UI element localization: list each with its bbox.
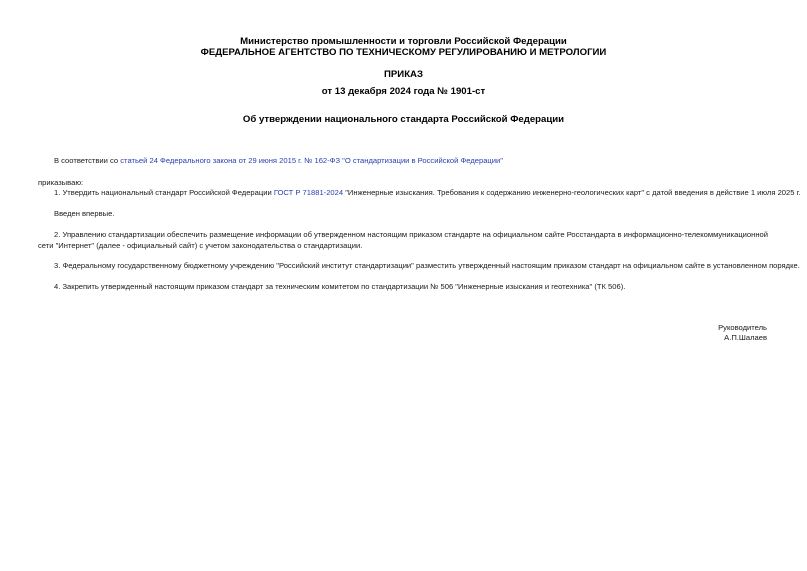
- intro-note: Введен впервые.: [54, 209, 115, 218]
- order-word: приказываю:: [38, 178, 84, 187]
- document-date-number: от 13 декабря 2024 года № 1901-ст: [321, 86, 486, 97]
- signatory-position: Руководитель: [718, 323, 767, 332]
- item-2-paragraph: 2. Управлению стандартизации обеспечить размещение информации об утвержденном настоящим приказом стандарте на официальном сайте Росстандарта в информационно-телекоммуникационной сети "Интернет" (далее - официальный сайт) с учетом законодательства о стандартизации.: [38, 230, 768, 250]
- item-1-paragraph: [38, 187, 801, 198]
- item-1-prefix: 1. Утвердить национальный стандарт Российской Федерации: [54, 188, 274, 197]
- item-4-paragraph: 4. Закрепить утвержденный настоящим приказом стандарт за техническим комитетом по стандартизации № 506 "Инженерные изыскания и геотехника" (ТК 506).: [54, 282, 626, 291]
- preamble-prefix: В соответствии со: [54, 156, 121, 165]
- document-type: ПРИКАЗ: [384, 69, 423, 80]
- signatory-name: А.П.Шалаев: [724, 333, 767, 342]
- ministry-name: Министерство промышленности и торговли Российской Федерации: [240, 36, 567, 47]
- item-1-suffix: "Инженерные изыскания. Требования к содержанию инженерно-геологических карт" с датой введения в действие 1 июля 2025 г.: [343, 188, 801, 197]
- item-3-paragraph: 3. Федеральному государственному бюджетному учреждению "Российский институт стандартизации" разместить утвержденный настоящим приказом стандарт на официальном сайте в установленном порядке.: [54, 261, 800, 270]
- gost-standard-link[interactable]: ГОСТ Р 71881-2024: [273, 188, 344, 197]
- agency-name: ФЕДЕРАЛЬНОЕ АГЕНТСТВО ПО ТЕХНИЧЕСКОМУ РЕГУЛИРОВАНИЮ И МЕТРОЛОГИИ: [200, 47, 607, 58]
- federal-law-link[interactable]: статьей 24 Федерального закона от 29 июня 2015 г. № 162-ФЗ "О стандартизации в Российской Федерации": [120, 156, 503, 165]
- preamble-paragraph: [38, 155, 768, 166]
- document-title: Об утверждении национального стандарта Российской Федерации: [242, 114, 565, 125]
